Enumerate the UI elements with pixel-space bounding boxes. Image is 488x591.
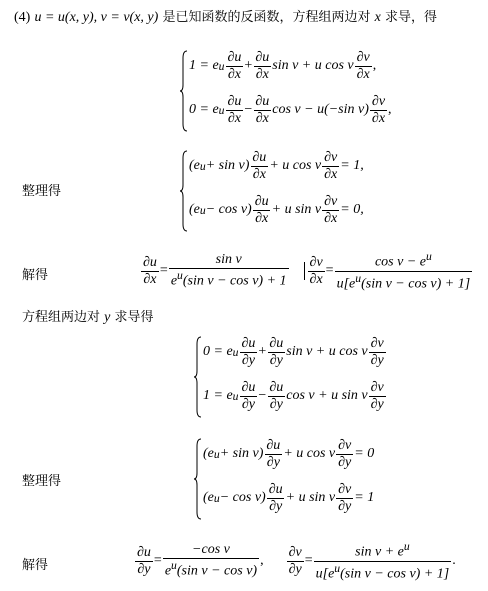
sys1-eq1-frac1-num: ∂u <box>227 49 242 65</box>
sol1-rhs2-den-sup: u <box>355 271 362 285</box>
sys4-eq1-frac1-num: ∂u <box>266 437 281 453</box>
sys1-eq2-frac3-num: ∂v <box>371 93 386 109</box>
sys1-eq1 <box>189 44 392 88</box>
sys4-eq1-mid: + u cos v <box>283 446 336 461</box>
sys1-eq1-lhs: 1 = e <box>189 58 219 73</box>
sol1-lhs1 <box>141 255 159 288</box>
sys2-eq2-frac2 <box>322 194 339 227</box>
sys4-eq2-frac1-num: ∂u <box>268 481 283 497</box>
sys4-eq2 <box>203 476 374 520</box>
sys2-eq2-sup: u <box>199 203 206 217</box>
sys3-eq2-frac3-num: ∂v <box>370 379 384 395</box>
sys3-eq1-mid: + <box>258 344 267 359</box>
sys1-eq2-frac1 <box>226 94 244 127</box>
sys4-eq2-b: − cos v) <box>219 490 266 505</box>
sys4-eq1-frac2-den: ∂y <box>338 454 352 470</box>
sys3-eq2-frac1-den: ∂y <box>241 396 256 412</box>
sol1-eq-1: = <box>159 263 168 279</box>
sys3-eq1-frac3 <box>369 336 386 369</box>
sys3-eq1-frac1-num: ∂u <box>241 335 256 351</box>
sys3-eq2-sup: u <box>232 389 239 403</box>
sys4-eq1-frac1-den: ∂y <box>266 454 280 470</box>
sys3-eq1-frac1-den: ∂y <box>241 352 256 368</box>
y-label: 方程组两边对 <box>22 310 101 325</box>
sys3-eq1-frac1 <box>240 336 258 369</box>
sys4-eq2-sup: u <box>213 491 220 505</box>
brace-system-4 <box>194 438 202 520</box>
sys1-eq1-sup: u <box>218 59 225 73</box>
sys3-eq1-mid2: sin v + u cos v <box>286 344 368 359</box>
sol2-rhs2 <box>314 540 452 582</box>
sys1-eq1-frac3-den: ∂x <box>356 66 370 82</box>
sys4-eq1-a: (e <box>203 446 214 461</box>
sys4-eq1 <box>203 432 374 476</box>
sol1-rhs1-num: sin v <box>215 252 242 268</box>
sys1-eq1-frac3 <box>355 50 372 83</box>
sys1-eq1-mid: sin v + u cos v <box>272 58 354 73</box>
sys2-eq1 <box>189 144 364 188</box>
sys2-eq1-mid: + u cos v <box>269 158 322 173</box>
y-derivation-line <box>22 306 154 326</box>
sol1-separator-mark <box>304 262 305 280</box>
intro-relation: u = u(x, y), v = v(x, y) <box>34 10 159 25</box>
system-1 <box>189 44 392 132</box>
sol1-rhs1-den-b: (sin v − cos v) + 1 <box>182 273 287 289</box>
sys1-eq1-plus: + <box>244 58 253 73</box>
sol2-lhs1-den: ∂y <box>137 561 151 577</box>
system-4 <box>203 432 374 520</box>
sys2-eq2-frac1-den: ∂x <box>255 210 269 226</box>
sys3-eq2-frac2-num: ∂u <box>269 379 284 395</box>
sys3-eq1-frac2 <box>267 336 285 369</box>
solution-2 <box>134 540 456 582</box>
sys1-eq1-frac2-num: ∂u <box>255 49 270 65</box>
sys1-eq2-mid: cos v − u(−sin v) <box>272 102 369 117</box>
sys4-eq1-sup: u <box>213 447 220 461</box>
sol1-lhs2-den: ∂x <box>309 271 323 287</box>
sys3-eq2-mid: − <box>258 388 267 403</box>
sys3-eq2 <box>203 374 387 418</box>
sys3-eq1-frac2-num: ∂u <box>269 335 284 351</box>
sol2-rhs1-den-sup: u <box>171 559 177 573</box>
step1-label: 整理得 <box>22 184 62 199</box>
sol1-rhs2-den-a: u[e <box>336 276 356 292</box>
sol2-rhs1-num: −cos v <box>192 542 230 558</box>
sys2-eq2-frac1-num: ∂u <box>254 193 269 209</box>
sol2-eq-1: = <box>153 553 162 569</box>
sol2-rhs2-den-sup: u <box>334 561 341 575</box>
sys4-eq2-frac2-den: ∂y <box>338 498 352 514</box>
sys1-eq2-frac3 <box>370 94 387 127</box>
sys4-eq1-frac1 <box>264 438 282 471</box>
sys2-eq1-b: + sin v) <box>205 158 250 173</box>
sys2-eq1-sup: u <box>199 159 206 173</box>
sys1-eq1-frac3-num: ∂v <box>356 49 370 65</box>
sol1-rhs1-den-sup: u <box>177 269 183 283</box>
sol1-lhs1-den: ∂x <box>143 271 157 287</box>
solve1-label: 解得 <box>22 268 49 283</box>
sys2-eq2-frac2-num: ∂v <box>324 193 338 209</box>
sys3-eq2-lhs: 1 = e <box>203 388 233 403</box>
sys3-eq2-frac2 <box>267 380 285 413</box>
sys3-eq1-sup: u <box>232 345 239 359</box>
brace-system-2 <box>180 150 188 232</box>
sys3-eq1 <box>203 330 387 374</box>
sys3-eq2-frac3 <box>369 380 386 413</box>
sys1-eq2-frac2-num: ∂u <box>255 93 270 109</box>
sys2-eq2-frac2-den: ∂x <box>324 210 338 226</box>
sol1-rhs2-num <box>373 250 434 271</box>
sys3-eq1-frac3-num: ∂v <box>370 335 384 351</box>
sys2-eq2-b: − cos v) <box>205 202 252 217</box>
solution-1 <box>140 250 473 292</box>
sol2-rhs2-den-b: (sin v − cos v) + 1] <box>340 566 450 582</box>
sys4-eq1-frac2 <box>336 438 353 471</box>
sol2-lhs1-num: ∂u <box>137 544 151 560</box>
sol2-rhs1-den-a: e <box>164 563 172 579</box>
sys1-eq1-frac2-den: ∂x <box>255 66 269 82</box>
sys3-eq2-frac1 <box>240 380 258 413</box>
sys4-eq2-end: = 1 <box>354 490 375 505</box>
sys1-eq2-lhs: 0 = e <box>189 102 219 117</box>
sys2-eq1-end: = 1, <box>340 158 364 173</box>
y-suffix: 求导得 <box>114 310 154 325</box>
sol2-rhs1-den-b: (sin v − cos v) <box>176 563 258 579</box>
sys2-eq2-end: = 0, <box>340 202 364 217</box>
sys2-eq2-a: (e <box>189 202 200 217</box>
sol2-eq-2: = <box>304 553 313 569</box>
sys1-eq2-frac2 <box>253 94 271 127</box>
step2-label: 整理得 <box>22 474 62 489</box>
sys3-eq2-mid2: cos v + u sin v <box>286 388 368 403</box>
system-3 <box>203 330 387 418</box>
sol1-lhs1-num: ∂u <box>143 254 157 270</box>
sol1-rhs2-num-a: cos v − e <box>374 254 426 270</box>
sol2-rhs1 <box>163 542 259 580</box>
sys3-eq1-frac3-den: ∂y <box>370 352 384 368</box>
sys4-eq2-frac1-den: ∂y <box>269 498 283 514</box>
sys3-eq1-frac2-den: ∂y <box>269 352 283 368</box>
sys2-eq1-frac1 <box>250 150 268 183</box>
sol2-lhs1 <box>135 545 153 578</box>
sys1-eq1-end: , <box>372 58 377 73</box>
sol2-rhs2-num <box>353 540 412 561</box>
sys4-eq1-end: = 0 <box>354 446 375 461</box>
sys4-eq2-mid: + u sin v <box>285 490 336 505</box>
sol2-lhs2-num: ∂v <box>288 544 302 560</box>
sys1-eq2 <box>189 88 392 132</box>
sol2-rhs2-num-sup: u <box>403 540 410 553</box>
sys2-eq1-frac2 <box>322 150 339 183</box>
sys2-eq1-frac2-den: ∂x <box>324 166 338 182</box>
solve2-label: 解得 <box>22 558 49 573</box>
sol1-rhs2 <box>335 250 473 292</box>
sol1-rhs2-num-sup: u <box>425 250 432 263</box>
sol1-rhs1 <box>169 252 289 290</box>
sys4-eq2-a: (e <box>203 490 214 505</box>
sol1-rhs1-den-a: e <box>170 273 178 289</box>
sys4-eq2-frac2-num: ∂v <box>338 481 352 497</box>
sol2-end: . <box>452 553 456 569</box>
sys3-eq2-frac3-den: ∂y <box>370 396 384 412</box>
sys3-eq2-frac1-num: ∂u <box>241 379 256 395</box>
intro-line <box>14 6 437 26</box>
sol1-rhs1-den <box>169 268 289 290</box>
sys2-eq2-frac1 <box>253 194 271 227</box>
sol2-lhs2 <box>287 545 304 578</box>
sys1-eq2-frac1-num: ∂u <box>227 93 242 109</box>
intro-var: x <box>374 10 381 25</box>
sys2-eq2-mid: + u sin v <box>271 202 322 217</box>
sys1-eq2-sup: u <box>218 103 225 117</box>
sys3-eq2-frac2-den: ∂y <box>269 396 283 412</box>
sys3-eq1-lhs: 0 = e <box>203 344 233 359</box>
sys1-eq1-frac2 <box>253 50 271 83</box>
y-var: y <box>104 310 111 325</box>
sys1-eq1-frac1 <box>226 50 244 83</box>
sol1-rhs2-den <box>335 271 473 293</box>
sol1-rhs2-den-b: (sin v − cos v) + 1] <box>361 276 471 292</box>
sys2-eq2 <box>189 188 364 232</box>
sys1-eq2-end: , <box>388 102 392 117</box>
brace-system-1 <box>180 50 188 132</box>
sys1-eq2-frac2-den: ∂x <box>255 110 269 126</box>
sol1-eq-2: = <box>325 263 334 279</box>
sol1-lhs2-num: ∂v <box>309 254 323 270</box>
sys2-eq1-frac2-num: ∂v <box>324 149 338 165</box>
sol2-lhs2-den: ∂y <box>288 561 302 577</box>
sol2-rhs2-den <box>314 561 452 583</box>
sol2-rhs2-num-a: sin v + e <box>355 544 404 560</box>
sys2-eq1-frac1-den: ∂x <box>252 166 266 182</box>
sys4-eq1-frac2-num: ∂v <box>338 437 352 453</box>
sys2-eq1-a: (e <box>189 158 200 173</box>
intro-suffix: 求导，得 <box>384 10 437 25</box>
sys1-eq2-frac3-den: ∂x <box>371 110 386 126</box>
sys4-eq2-frac2 <box>336 482 353 515</box>
brace-system-3 <box>194 336 202 418</box>
sol2-rhs2-den-a: u[e <box>315 566 335 582</box>
sol1-lhs2 <box>308 255 325 288</box>
sol2-sep: , <box>260 553 264 569</box>
system-2 <box>189 144 364 232</box>
sys4-eq1-b: + sin v) <box>219 446 264 461</box>
intro-prefix: (4) <box>14 10 31 25</box>
sys1-eq1-frac1-den: ∂x <box>227 66 242 82</box>
sys1-eq2-minus: − <box>244 102 253 117</box>
sol2-rhs1-den <box>163 558 259 580</box>
sys2-eq1-frac1-num: ∂u <box>252 149 267 165</box>
intro-text: 是已知函数的反函数，方程组两边对 <box>162 10 371 25</box>
sys1-eq2-frac1-den: ∂x <box>227 110 242 126</box>
sys4-eq2-frac1 <box>267 482 285 515</box>
